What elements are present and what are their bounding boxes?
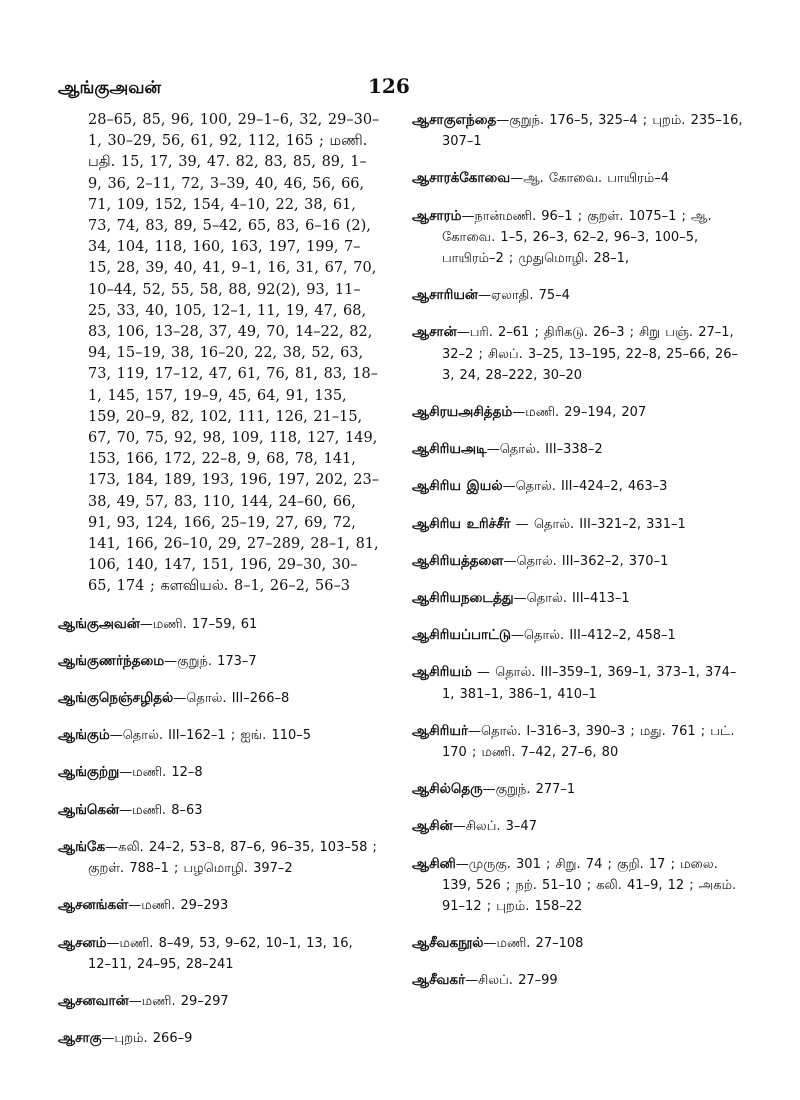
entry-headword: ஆசில்தெரு bbox=[412, 781, 483, 798]
entry-headword: ஆசிரிய உரிச்சீர் bbox=[412, 515, 511, 532]
entry-references: — தொல். III–321–2, 331–1 bbox=[510, 516, 686, 532]
entry-headword: ஆசிரயஅசித்தம் bbox=[412, 404, 513, 421]
right-entries bbox=[412, 110, 748, 992]
entry-headword: ஆசிரியர் bbox=[412, 722, 468, 739]
entry-headword: ஆசிரியப்பாட்டு bbox=[412, 627, 511, 644]
entry-headword: ஆங்கே bbox=[58, 838, 106, 855]
index-entry bbox=[412, 514, 748, 535]
entry-headword: ஆசீவகநூல் bbox=[412, 935, 484, 952]
index-entry bbox=[412, 662, 748, 704]
index-entry bbox=[412, 110, 748, 152]
entry-headword: ஆசனவான் bbox=[58, 992, 129, 1009]
entry-references: —குறுந். 176–5, 325–4 ; புறம். 235–16, 307–1 bbox=[442, 113, 743, 150]
index-entry bbox=[412, 779, 748, 800]
entry-references: —பரி. 2–61 ; திரிகடு. 26–3 ; சிறு பஞ். 27–1, 32–2 ; சிலப். 3–25, 13–195, 22–8, 25–66, 26–3, 24, 28–222, 30–20 bbox=[442, 325, 739, 383]
entry-headword: ஆசாகு bbox=[58, 1030, 102, 1047]
index-entry bbox=[58, 991, 380, 1012]
index-entry bbox=[412, 721, 748, 763]
entry-references: —தொல். III–424–2, 463–3 bbox=[502, 479, 668, 495]
entry-references: —தொல். III–413–1 bbox=[513, 591, 630, 607]
left-column bbox=[58, 110, 380, 1065]
index-entry bbox=[412, 854, 748, 918]
index-entry bbox=[412, 168, 748, 189]
running-head: ஆங்குஅவன் bbox=[58, 78, 162, 98]
entry-headword: ஆசாரியன் bbox=[412, 287, 478, 304]
entry-references: —மணி. 29–297 bbox=[128, 993, 229, 1009]
index-entry bbox=[412, 206, 748, 270]
entry-references: —ஆ. கோவை. பாயிரம்–4 bbox=[510, 171, 669, 187]
entry-headword: ஆசாரம் bbox=[412, 207, 462, 224]
index-entry bbox=[58, 614, 380, 635]
index-entry bbox=[58, 651, 380, 672]
continuation-references: 28–65, 85, 96, 100, 29–1–6, 32, 29–30–1, 30–29, 56, 61, 92, 112, 165 ; மணி. பதி. 15, 17, 39, 47. 82, 83, 85, 89, 1–9, 36, 2–11, 72, 3–39, 40, 46, 56, 66, 71, 109, 152, 154, 4–10, 22, 38, 61, 73, 74, 83, 89, 5–42, 65, 83, 6–16 (2), 34, 104, 118, 160, 163, 197, 199, 7–15, 28, 39, 40, 41, 9–1, 16, 31, 67, 70, 10–44, 52, 55, 58, 88, 92(2), 93, 11–25, 33, 40, 105, 12–1, 11, 19, 47, 68, 83, 106, 13–28, 37, 49, 70, 14–22, 82, 94, 15–19, 38, 16–20, 22, 38, 52, 63, 73, 119, 17–12, 47, 61, 76, 81, 83, 18–1, 145, 157, 19–9, 45, 64, 91, 135, 159, 20–9, 82, 102, 111, 126, 21–15, 67, 70, 75, 92, 98, 109, 118, 127, 149, 153, 166, 172, 22–8, 9, 68, 78, 141, 173, 184, 189, 193, 196, 197, 202, 23–38, 49, 57, 83, 110, 144, 24–60, 66, 91, 93, 124, 166, 25–19, 27, 69, 72, 141, 166, 26–10, 29, 27–289, 28–1, 81, 106, 140, 147, 151, 196, 29–30, 30–65, 174 ; களவியல். 8–1, 26–2, 56–3 bbox=[88, 112, 380, 595]
index-entry bbox=[58, 933, 380, 975]
entry-references: —மணி. 17–59, 61 bbox=[139, 616, 258, 632]
entry-references: —மணி. 12–8 bbox=[119, 765, 203, 781]
entry-references: —முருகு. 301 ; சிறு. 74 ; குறி. 17 ; மலை. 139, 526 ; நற். 51–10 ; கலி. 41–9, 12 ; அகம். 91–12 ; புறம். 158–22 bbox=[442, 856, 737, 915]
index-entry bbox=[412, 588, 748, 609]
entry-headword: ஆசிரியம் bbox=[412, 664, 472, 681]
entry-references: —குறுந். 173–7 bbox=[164, 653, 257, 669]
entry-headword: ஆங்குணர்ந்தமை bbox=[58, 652, 165, 669]
index-entry bbox=[412, 970, 748, 991]
entry-references: —மணி. 27–108 bbox=[483, 936, 584, 952]
entry-headword: ஆசிரியத்தளை bbox=[412, 552, 504, 569]
entry-references: —மணி. 8–49, 53, 9–62, 10–1, 13, 16, 12–11, 24–95, 28–241 bbox=[88, 935, 353, 972]
index-entry bbox=[58, 895, 380, 916]
entry-headword: ஆங்கென் bbox=[58, 801, 120, 818]
right-column bbox=[412, 110, 748, 1008]
entry-references: —தொல். III–362–2, 370–1 bbox=[503, 553, 669, 569]
entry-headword: ஆசான் bbox=[412, 324, 457, 341]
entry-headword: ஆங்குஅவன் bbox=[58, 615, 140, 632]
left-entries bbox=[58, 614, 380, 1050]
entry-references: —சிலப். 3–47 bbox=[452, 819, 537, 835]
entry-references: —ஏலாதி. 75–4 bbox=[477, 288, 570, 304]
entry-headword: ஆசினி bbox=[412, 855, 456, 872]
index-entry bbox=[412, 402, 748, 423]
index-entry bbox=[412, 439, 748, 460]
entry-references: —தொல். III–338–2 bbox=[486, 442, 603, 458]
entry-headword: ஆசனங்கள் bbox=[58, 897, 129, 914]
entry-headword: ஆசின் bbox=[412, 818, 453, 835]
index-entry bbox=[412, 625, 748, 646]
entry-headword: ஆசீவகர் bbox=[412, 972, 466, 989]
entry-references: —நான்மணி. 96–1 ; குறள். 1075–1 ; ஆ. கோவை. 1–5, 26–3, 62–2, 96–3, 100–5, பாயிரம்–2 ; முதுமொழி. 28–1, bbox=[442, 208, 712, 267]
entry-headword: ஆசிரியநடைத்து bbox=[412, 590, 514, 607]
entry-references: —குறுந். 277–1 bbox=[482, 782, 576, 798]
entry-references: —சிலப். 27–99 bbox=[465, 973, 558, 989]
index-entry bbox=[412, 285, 748, 306]
entry-references: —புறம். 266–9 bbox=[101, 1031, 193, 1047]
index-entry bbox=[58, 762, 380, 783]
entry-references: —தொல். I–316–3, 390–3 ; மது. 761 ; பட். 170 ; மணி. 7–42, 27–6, 80 bbox=[442, 723, 735, 761]
entry-headword: ஆசிரிய இயல் bbox=[412, 478, 503, 495]
entry-headword: ஆசாகுஎந்தை bbox=[412, 112, 497, 128]
index-entry bbox=[412, 322, 748, 386]
entry-headword: ஆசனம் bbox=[58, 934, 107, 951]
entry-headword: ஆசிரியஅடி bbox=[412, 441, 487, 458]
entry-references: —தொல். III–412–2, 458–1 bbox=[510, 628, 676, 644]
entry-references: —தொல். III–266–8 bbox=[173, 691, 290, 707]
index-entry bbox=[58, 837, 380, 879]
index-entry bbox=[58, 688, 380, 709]
entry-references: —கலி. 24–2, 53–8, 87–6, 96–35, 103–58 ; குறள். 788–1 ; பழமொழி. 397–2 bbox=[88, 839, 377, 877]
index-entry bbox=[412, 816, 748, 837]
index-entry bbox=[412, 933, 748, 954]
entry-headword: ஆங்குநெஞ்சழிதல் bbox=[58, 690, 174, 707]
index-entry bbox=[58, 725, 380, 746]
page-number: 126 bbox=[368, 74, 410, 98]
entry-headword: ஆங்கும் bbox=[58, 727, 110, 744]
entry-references: —மணி. 29–194, 207 bbox=[512, 405, 647, 421]
entry-references: — தொல். III–359–1, 369–1, 373–1, 374–1, 381–1, 386–1, 410–1 bbox=[442, 665, 737, 702]
entry-headword: ஆசாரக்கோவை bbox=[412, 170, 511, 187]
entry-references: —மணி. 8–63 bbox=[119, 802, 203, 818]
index-entry bbox=[412, 551, 748, 572]
entry-references: —தொல். III–162–1 ; ஐங். 110–5 bbox=[109, 728, 312, 744]
entry-references: —மணி. 29–293 bbox=[128, 898, 229, 914]
index-entry bbox=[58, 1028, 380, 1049]
index-entry bbox=[412, 476, 748, 497]
entry-headword: ஆங்குற்று bbox=[58, 764, 120, 781]
index-entry bbox=[58, 800, 380, 821]
